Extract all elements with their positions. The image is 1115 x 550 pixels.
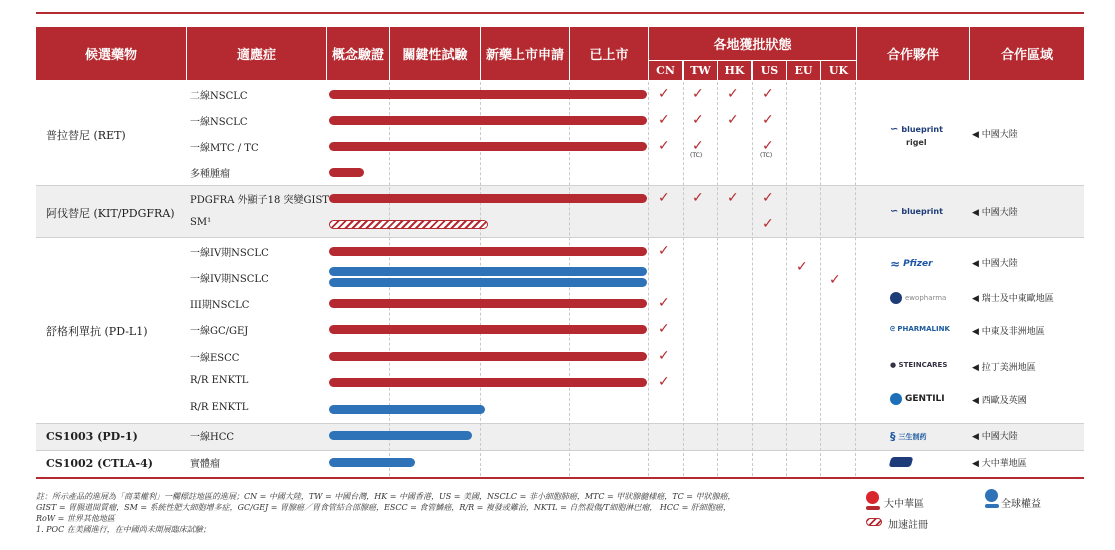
check-icon: ✓ — [658, 86, 670, 102]
legend-global: 全球權益 — [1001, 499, 1041, 510]
partner-logo: ∽ blueprint — [890, 124, 943, 135]
grid-line — [786, 82, 787, 476]
footnote: 註：所示產品的進展為「商業權利」一欄標註地區的進展；CN = 中國大陸，TW = 中國台灣，HK = 中國香港，US = 美國，NSCLC = 非小細胞肺癌，MTC = 甲狀腺髓樣癌，TC = 甲狀腺癌， — [36, 492, 736, 501]
progress-bar — [329, 405, 485, 414]
footnote: RoW = 世界其他地區 — [36, 514, 115, 523]
progress-bar — [329, 278, 647, 287]
gentili-icon — [890, 393, 902, 405]
header-region-us: US — [753, 61, 786, 80]
tc-note: (TC) — [690, 152, 703, 159]
pfizer-icon: ≈ — [890, 257, 901, 271]
check-icon: ✓ — [658, 112, 670, 128]
grid-line — [717, 82, 718, 476]
check-icon: ✓ — [658, 374, 670, 390]
ewo-icon — [890, 292, 902, 304]
progress-bar — [329, 90, 647, 99]
partner-logo: ≈ Pfizer — [890, 257, 933, 271]
partner-logo: ewopharma — [890, 292, 946, 304]
blue-bar-icon — [985, 504, 999, 508]
header-marketed: 已上市 — [570, 27, 648, 80]
china-flag-icon — [866, 491, 879, 504]
indication-label: SM¹ — [190, 217, 212, 228]
header-region-uk: UK — [821, 61, 856, 80]
partner-region: ◀ 中國大陸 — [972, 130, 1018, 140]
drug-name: 阿伐替尼 (KIT/PDGFRA) — [46, 207, 175, 220]
progress-bar — [329, 220, 488, 229]
drug-name: 舒格利單抗 (PD-L1) — [46, 325, 148, 338]
header-region-cn: CN — [649, 61, 682, 80]
legend-accelerated: 加速註冊 — [888, 520, 928, 531]
progress-bar — [329, 431, 472, 440]
check-icon: ✓ — [762, 112, 774, 128]
indication-label: 一線MTC / TC — [190, 143, 259, 154]
check-icon: ✓ — [658, 243, 670, 259]
indication-label: R/R ENKTL — [190, 402, 249, 413]
header-drug: 候選藥物 — [36, 27, 186, 80]
check-icon: ✓ — [727, 112, 739, 128]
indication-label: 實體瘤 — [190, 459, 220, 470]
check-icon: ✓ — [829, 272, 841, 288]
drug-name: CS1003 (PD-1) — [46, 430, 138, 443]
progress-bar — [329, 194, 647, 203]
check-icon: ✓ — [796, 259, 808, 275]
progress-bar — [329, 378, 647, 387]
check-icon: ✓ — [658, 138, 670, 154]
check-icon: ✓ — [692, 86, 704, 102]
header-nda: 新藥上市申請 — [481, 27, 569, 80]
indication-label: 多種腫瘤 — [190, 169, 230, 180]
indication-label: 一線ESCC — [190, 353, 240, 364]
drug-name: 普拉替尼 (RET) — [46, 129, 126, 142]
partner-region: ◀ 拉丁美洲地區 — [972, 363, 1036, 373]
progress-bar — [329, 458, 415, 467]
grid-line — [820, 82, 821, 476]
partner-logo: ● STEINCARES — [890, 361, 948, 369]
partner-region: ◀ 中國大陸 — [972, 208, 1018, 218]
divider — [36, 423, 1084, 424]
grid-line — [683, 82, 684, 476]
check-icon: ✓ — [762, 86, 774, 102]
header-approval: 各地獲批狀態 — [649, 27, 856, 60]
indication-label: III期NSCLC — [190, 300, 250, 311]
partner-region: ◀ 瑞士及中東歐地區 — [972, 294, 1054, 304]
indication-label: 一線IV期NSCLC — [190, 274, 269, 285]
progress-bar — [329, 325, 647, 334]
bottom-rule — [36, 477, 1084, 479]
partner-region: ◀ 中國大陸 — [972, 432, 1018, 442]
progress-bar — [329, 116, 647, 125]
check-icon: ✓ — [692, 190, 704, 206]
progress-bar — [329, 247, 647, 256]
check-icon: ✓ — [692, 138, 704, 154]
partner-region: ◀ 大中華地區 — [972, 459, 1027, 469]
partner-emblem-icon — [889, 457, 914, 467]
grid-line — [752, 82, 753, 476]
check-icon: ✓ — [762, 190, 774, 206]
tc-note: (TC) — [760, 152, 773, 159]
legend-greater-china: 大中華區 — [884, 499, 924, 510]
progress-bar — [329, 168, 364, 177]
partner-logo: rigel — [906, 138, 927, 147]
check-icon: ✓ — [658, 321, 670, 337]
progress-bar — [329, 142, 647, 151]
check-icon: ✓ — [658, 295, 670, 311]
header-region-eu: EU — [787, 61, 820, 80]
header-region-hk: HK — [718, 61, 751, 80]
check-icon: ✓ — [727, 190, 739, 206]
indication-label: 一線HCC — [190, 432, 235, 443]
header-indication: 適應症 — [187, 27, 326, 80]
divider — [36, 450, 1084, 451]
partner-logo — [890, 457, 912, 467]
partner-logo: ∽ blueprint — [890, 206, 943, 217]
check-icon: ✓ — [692, 112, 704, 128]
divider — [36, 237, 1084, 238]
header-pivotal: 關鍵性試驗 — [390, 27, 480, 80]
progress-bar — [329, 267, 647, 276]
header-region-tw: TW — [684, 61, 717, 80]
indication-label: 一線IV期NSCLC — [190, 248, 269, 259]
partner-region: ◀ 中東及非洲地區 — [972, 327, 1045, 337]
footnote: 1. POC 在美國進行，在中國尚未開展臨床試驗； — [36, 525, 211, 534]
grid-line — [648, 82, 649, 476]
indication-label: 一線GC/GEJ — [190, 326, 249, 337]
check-icon: ✓ — [658, 348, 670, 364]
grid-line — [855, 82, 856, 476]
check-icon: ✓ — [727, 86, 739, 102]
indication-label: PDGFRA 外顯子18 突變GIST — [190, 195, 329, 206]
header-territory: 合作區域 — [970, 27, 1084, 80]
indication-label: 一線NSCLC — [190, 117, 248, 128]
blueprint-icon: ∽ — [890, 124, 899, 135]
check-icon: ✓ — [762, 216, 774, 232]
progress-bar — [329, 352, 647, 361]
globe-icon — [985, 489, 998, 502]
drug-name: CS1002 (CTLA-4) — [46, 457, 153, 470]
hatch-bar-icon — [866, 518, 882, 526]
3sbio-icon: § — [890, 430, 896, 443]
check-icon: ✓ — [658, 190, 670, 206]
top-rule — [36, 12, 1084, 14]
partner-logo: § 三生制药 — [890, 430, 927, 443]
footnote: GIST = 胃腸道間質瘤，SM = 系統性肥大細胞增多症，GC/GEJ = 胃腺癌／胃食管結合部腺癌，ESCC = 食管鱗癌，R/R = 複發或難治，NKTL = 自然殺傷/T細胞淋巴瘤， HCC = 肝細胞癌， — [36, 503, 731, 512]
partner-logo: GENTILI — [890, 393, 945, 405]
partner-region: ◀ 中國大陸 — [972, 259, 1018, 269]
header-poc: 概念驗證 — [327, 27, 389, 80]
indication-label: 二線NSCLC — [190, 91, 248, 102]
divider — [36, 185, 1084, 186]
blueprint-icon: ∽ — [890, 206, 899, 217]
check-icon: ✓ — [762, 138, 774, 154]
progress-bar — [329, 299, 647, 308]
header-partner: 合作夥伴 — [857, 27, 969, 80]
red-bar-icon — [866, 506, 880, 510]
partner-region: ◀ 西歐及英國 — [972, 396, 1027, 406]
indication-label: R/R ENKTL — [190, 375, 249, 386]
partner-logo: ᘓ PHARMALINK — [890, 325, 950, 333]
